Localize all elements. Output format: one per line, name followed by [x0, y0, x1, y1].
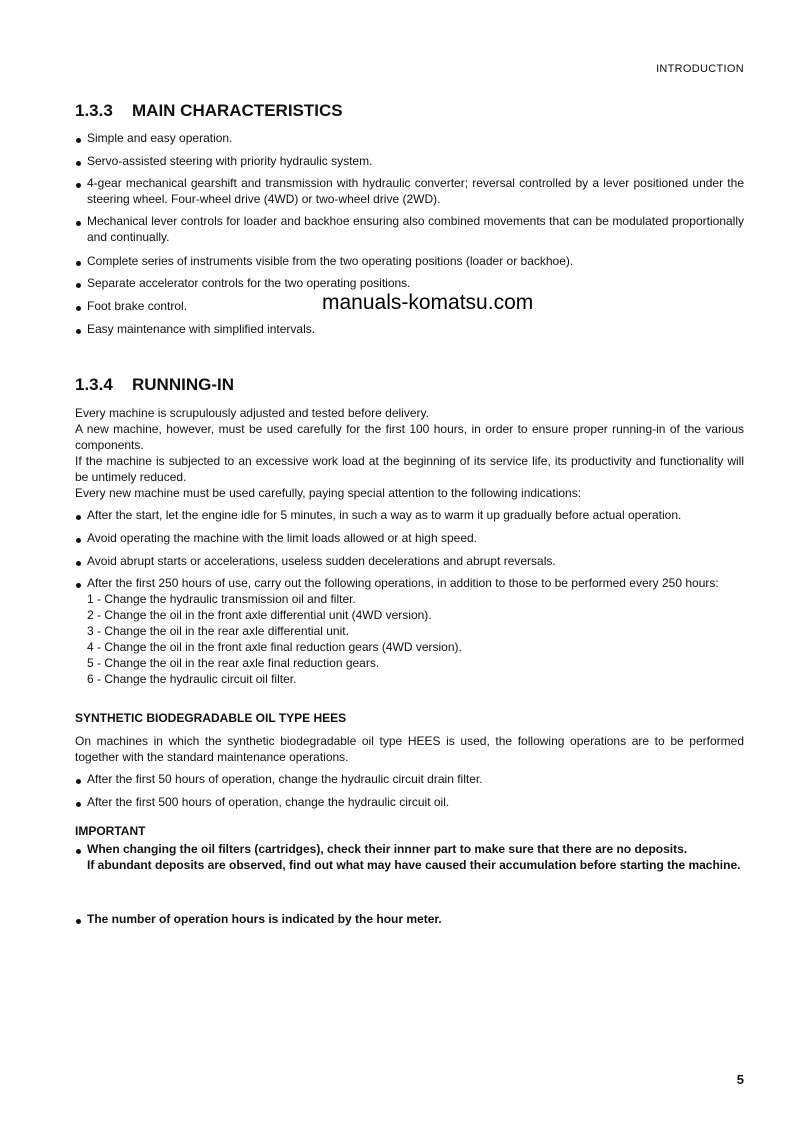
intro-paragraph — [75, 405, 744, 501]
section-title: RUNNING-IN — [132, 375, 234, 394]
list-item: Complete series of instruments visible from the two operating positions (loader or backhoe). — [87, 253, 744, 269]
paragraph-line: Every machine is scrupulously adjusted and tested before delivery. — [75, 406, 429, 420]
important-item: The number of operation hours is indicated by the hour meter. — [87, 911, 744, 927]
subheading-hees: SYNTHETIC BIODEGRADABLE OIL TYPE HEES — [75, 711, 347, 725]
important-item — [87, 841, 744, 873]
section-title: MAIN CHARACTERISTICS — [132, 101, 343, 120]
list-item: Separate accelerator controls for the two operating positions. — [87, 275, 744, 291]
list-item — [87, 575, 744, 687]
list-item-text: After the first 250 hours of use, carry out the following operations, in addition to those to be performed every 250 hours: — [87, 576, 719, 590]
section-number: 1.3.3 — [75, 101, 113, 120]
paragraph-line: If the machine is subjected to an excessive work load at the beginning of its service life, its productivity and functionality will be untimely reduced. — [75, 454, 744, 484]
list-item: Easy maintenance with simplified intervals. — [87, 321, 744, 337]
section-heading-1-3-3 — [75, 101, 343, 121]
list-item: After the first 500 hours of operation, change the hydraulic circuit oil. — [87, 794, 744, 810]
list-item: After the start, let the engine idle for 5 minutes, in such a way as to warm it up gradually before actual operation. — [87, 507, 744, 523]
list-item: Simple and easy operation. — [87, 130, 744, 146]
list-item: After the first 50 hours of operation, change the hydraulic circuit drain filter. — [87, 771, 744, 787]
step-item: 2 - Change the oil in the front axle differential unit (4WD version). — [87, 608, 432, 622]
page-number: 5 — [736, 1072, 744, 1087]
paragraph-line: A new machine, however, must be used carefully for the first 100 hours, in order to ensure proper running-in of the various components. — [75, 422, 744, 452]
step-item: 5 - Change the oil in the rear axle final reduction gears. — [87, 656, 380, 670]
step-item: 3 - Change the oil in the rear axle differential unit. — [87, 624, 349, 638]
list-item: Servo-assisted steering with priority hydraulic system. — [87, 153, 744, 169]
list-item: Foot brake control. — [87, 298, 744, 314]
paragraph-line: Every new machine must be used carefully, paying special attention to the following indications: — [75, 486, 582, 500]
section-number: 1.3.4 — [75, 375, 113, 394]
important-text: When changing the oil filters (cartridges), check their innner part to make sure that there are no deposits. — [87, 842, 688, 856]
step-item: 1 - Change the hydraulic transmission oil and filter. — [87, 592, 356, 606]
list-item: Avoid abrupt starts or accelerations, useless sudden decelerations and abrupt reversals. — [87, 553, 744, 569]
important-heading: IMPORTANT — [75, 824, 146, 838]
step-item: 6 - Change the hydraulic circuit oil filter. — [87, 672, 297, 686]
list-item: 4-gear mechanical gearshift and transmission with hydraulic converter; reversal controlled by a lever positioned under the steering wheel. Four-wheel drive (4WD) or two-wheel drive (2WD). — [87, 176, 744, 206]
list-item: Mechanical lever controls for loader and backhoe ensuring also combined movements that can be modulated proportionally and continually. — [87, 214, 744, 244]
step-item: 4 - Change the oil in the front axle final reduction gears (4WD version). — [87, 640, 462, 654]
running-header: INTRODUCTION — [656, 63, 744, 75]
section-heading-1-3-4 — [75, 375, 234, 395]
list-item: Avoid operating the machine with the limit loads allowed or at high speed. — [87, 530, 744, 546]
hees-paragraph: On machines in which the synthetic biodegradable oil type HEES is used, the following operations are to be performed together with the standard maintenance operations. — [75, 734, 744, 764]
watermark: manuals-komatsu.com — [322, 291, 534, 314]
important-text: If abundant deposits are observed, find out what may have caused their accumulation before starting the machine. — [87, 858, 741, 872]
